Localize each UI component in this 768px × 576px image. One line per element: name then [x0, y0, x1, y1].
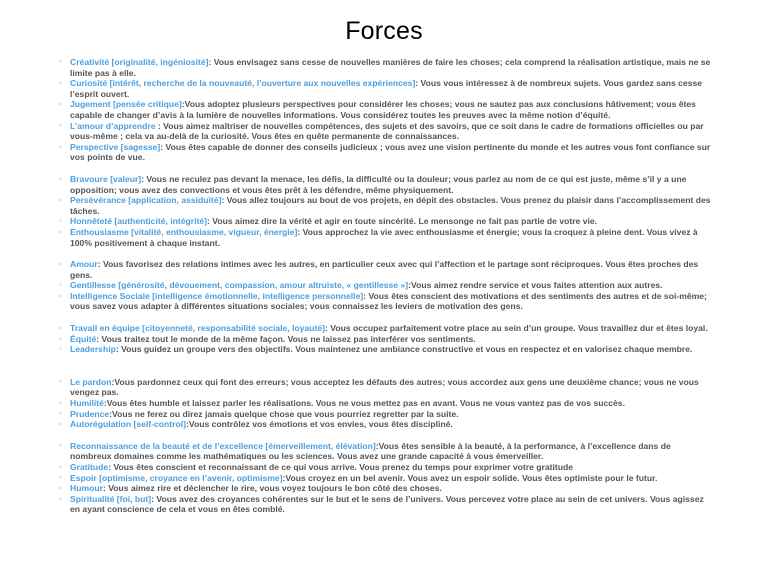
strength-item — [59, 57, 711, 78]
strength-item — [59, 195, 711, 216]
strength-item — [59, 334, 711, 345]
strength-item — [59, 473, 711, 484]
strength-term: Enthousiasme [vitalité, enthousiasme, vigueur, énergie] — [70, 226, 298, 237]
strength-term: Persévérance [application, assiduité] — [70, 195, 222, 206]
strength-item — [59, 419, 711, 430]
slide-title: Forces — [345, 17, 423, 45]
strength-item — [59, 483, 711, 494]
strength-description: : Vous guidez un groupe vers des objectifs. Vous maintenez une ambiance constructive et vous en respectez et en valorisez chaque membre. — [115, 344, 693, 355]
strength-item — [59, 121, 711, 142]
strength-term: Jugement [pensée critique] — [70, 99, 182, 110]
strength-item — [59, 259, 711, 280]
strength-item — [59, 323, 711, 334]
strength-description: : Vous envisagez sans cesse de nouvelles manières de faire les choses; cela comprend la réalisation artistique, mais ne se limite pas à elle. — [70, 57, 711, 78]
strength-term: Honnêteté [authenticité, intégrité] — [70, 216, 208, 227]
strength-item — [59, 494, 711, 515]
strength-description: : Vous aimez rire et déclencher le rire, vous voyez toujours le bon côté des choses. — [102, 483, 442, 494]
strengths-list — [59, 57, 711, 515]
strength-description: :Vous êtes humble et laissez parler les réalisations. Vous ne vous mettez pas en avant. Vous ne vous vantez pas de vos succès. — [103, 398, 625, 409]
strength-description: : Vous êtes conscient et reconnaissant de ce qui vous arrive. Vous prenez du temps pour exprimer votre gratitude — [108, 462, 574, 472]
group-spacer — [59, 430, 711, 441]
strength-term: Créativité [originalité, ingéniosité] — [70, 57, 209, 67]
strength-item — [59, 398, 711, 409]
strength-description: : Vous occupez parfaitement votre place au sein d’un groupe. Vous travaillez dur et êtes loyal. — [325, 323, 708, 334]
strength-item — [59, 99, 711, 120]
strength-term: Espoir [optimisme, croyance en l’avenir, optimisme] — [70, 472, 283, 483]
strength-term: Leadership — [70, 344, 116, 355]
strength-group-humanity — [59, 259, 711, 312]
strength-description: :Vous êtes sensible à la beauté, à la performance, à l’excellence dans de nombreux domaines comme les mathématiques ou les sciences. Vous avez une grande capacité à vous émerveiller. — [70, 440, 671, 462]
strength-description: :Vous ne ferez ou direz jamais quelque chose que vous pourriez regretter par la suite. — [109, 408, 459, 419]
strength-term: Curiosité [intérêt, recherche de la nouveauté, l’ouverture aux nouvelles expériences] — [70, 78, 416, 89]
strength-term: Humour — [70, 483, 103, 494]
strength-term: Reconnaissance de la beauté et de l’excellence [émerveillement, élévation] — [70, 440, 376, 451]
strength-item — [59, 291, 711, 312]
strength-group-transcendence — [59, 441, 711, 515]
strength-description: :Vous adoptez plusieurs perspectives pour considérer les choses; vous ne sautez pas aux conclusions hâtivement; vous êtes capable de changer d’avis à la lumière de nouvelles informations. Vous considérez toutes les preuves avec la même notion d’équité. — [70, 99, 696, 120]
strength-description: : Vous favorisez des relations intimes avec les autres, en particulier ceux avec qui l’affection et le partage sont réciproques. Vous êtes proches des gens. — [70, 259, 699, 280]
strength-description: : Vous traitez tout le monde de la même façon. Vous ne laissez pas interférer vos sentiments. — [96, 333, 476, 344]
strength-group-courage — [59, 174, 711, 248]
strength-description: : Vous avez des croyances cohérentes sur le but et le sens de l’univers. Vous percevez votre place au sein de cet univers. Vous agissez en ayant conscience de cela et vous en êtes comblé. — [70, 493, 704, 515]
strength-item — [59, 409, 711, 420]
strength-item — [59, 462, 711, 473]
strength-item — [59, 441, 711, 462]
strength-term: Gentillesse [générosité, dévouement, compassion, amour altruiste, « gentillesse »] — [70, 280, 409, 291]
strength-item — [59, 227, 711, 248]
strength-description: :Vous aimez rendre service et vous faites attention aux autres. — [408, 280, 663, 291]
strength-term: Équité — [70, 333, 97, 344]
strength-term: Le pardon — [70, 376, 112, 387]
group-spacer — [59, 163, 711, 174]
group-spacer — [59, 312, 711, 323]
strength-description: :Vous pardonnez ceux qui font des erreurs; vous acceptez les défauts des autres; vous accordez aux gens une deuxième chance; vous ne vous vengez pas. — [70, 376, 699, 398]
strength-term: Perspective [sagesse] — [70, 141, 161, 152]
strength-description: : Vous aimez dire la vérité et agir en toute sincérité. Le mensonge ne fait pas partie de votre vie. — [207, 216, 598, 227]
strength-term: Bravoure [valeur] — [70, 173, 142, 184]
strength-term: Gratitude — [70, 462, 109, 472]
strength-group-justice — [59, 323, 711, 355]
strength-group-temperance — [59, 377, 711, 430]
strength-item — [59, 377, 711, 398]
strength-group-wisdom — [59, 57, 711, 163]
strength-item — [59, 216, 711, 227]
strength-item — [59, 142, 711, 163]
strength-term: Autorégulation [self-control] — [70, 419, 187, 430]
strength-description: : Vous ne reculez pas devant la menace, les défis, la difficulté ou la douleur; vous parlez au nom de ce qui est juste, même s’il y a une opposition; vous avez des convections et vous êtes prêt à les défendre, même physiquement. — [70, 173, 687, 195]
group-spacer — [59, 248, 711, 259]
strength-term: Intelligence Sociale [intelligence émotionnelle, intelligence personnelle] — [70, 290, 364, 301]
group-spacer — [59, 355, 711, 377]
strength-term: Travail en équipe [citoyenneté, responsabilité sociale, loyauté] — [70, 323, 326, 334]
strength-term: Amour — [70, 259, 98, 270]
strength-term: Prudence — [70, 408, 110, 419]
strength-item — [59, 280, 711, 291]
strength-description: : Vous êtes conscient des motivations et des sentiments des autres et de soi-même; vous savez vous adapter à différentes situations sociales; vous connaissez les leviers de motivation des gens. — [70, 290, 707, 312]
strength-description: : Vous approchez la vie avec enthousiasme et énergie; vous la croquez à pleine dent. Vous vivez à 100% positivement à chaque instant. — [70, 226, 698, 248]
strength-description: :Vous contrôlez vos émotions et vos envies, vous êtes discipliné. — [186, 419, 453, 430]
strength-item — [59, 344, 711, 355]
strength-item — [59, 78, 711, 99]
strength-description: :Vous croyez en un bel avenir. Vous avez un espoir solide. Vous êtes optimiste pour le futur. — [282, 472, 658, 483]
strength-description: : Vous aimez maîtriser de nouvelles compétences, des sujets et des savoirs, que ce soit dans le cadre de formations officielles ou par vous-même ; cela va au-delà de la curiosité. Vous êtes en quête permanente de connaissances. — [70, 120, 704, 142]
strength-term: Spiritualité [foi, but] — [70, 493, 152, 504]
strength-description: : Vous allez toujours au bout de vos projets, en dépit des obstacles. Vous prenez du plaisir dans l’accomplissement des tâches. — [70, 195, 711, 216]
strength-term: Humilité — [70, 398, 104, 409]
strength-item — [59, 174, 711, 195]
strength-description: : Vous êtes capable de donner des conseils judicieux ; vous avez une vision pertinente du monde et les autres vous font confiance sur vos points de vue. — [70, 141, 711, 163]
strength-description: : Vous vous intéressez à de nombreux sujets. Vous gardez sans cesse l’esprit ouvert. — [70, 78, 703, 99]
strength-term: L’amour d’apprendre — [70, 120, 156, 131]
